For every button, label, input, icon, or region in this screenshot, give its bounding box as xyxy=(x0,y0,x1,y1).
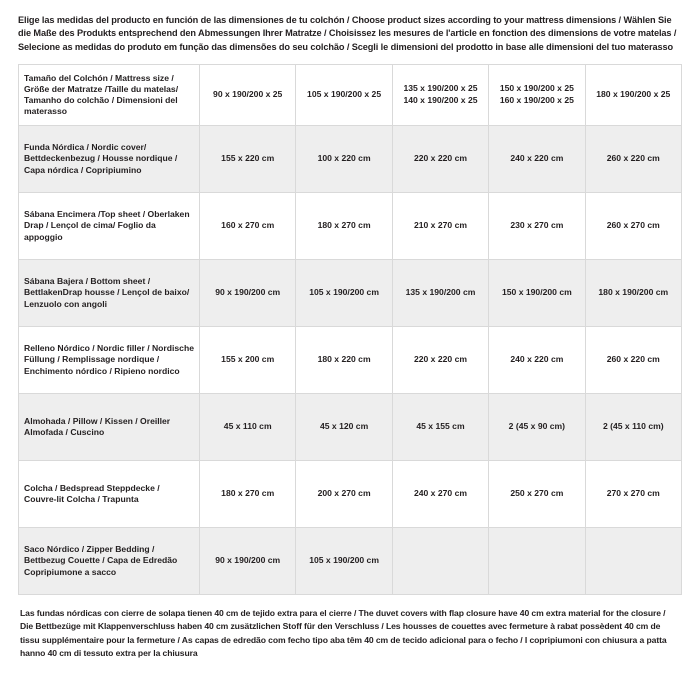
row-label: Funda Nórdica / Nordic cover/ Bettdeckenbezug / Housse nordique / Capa nórdica / Copripiumino xyxy=(19,126,200,193)
row-value: 240 x 270 cm xyxy=(392,461,488,528)
row-value: 260 x 220 cm xyxy=(585,126,681,193)
header-col-5 xyxy=(585,65,681,126)
row-value: 45 x 120 cm xyxy=(296,394,392,461)
table-row xyxy=(19,461,682,528)
footer-note: Las fundas nórdicas con cierre de solapa tienen 40 cm de tejido extra para el cierre / The duvet covers with flap closure have 40 cm extra material for the closure / Die Bettbezüge mit Klappenverschluss haben 40 cm zusätzlichen Stoff für den Verschluss / Les housses de couettes avec fermeture à rabat possèdent 40 cm de tissu supplémentaire pour la fermeture / As capas de edredão com fecho tipo aba têm 40 cm de tecido adicional para o fecho / I copripiumoni con chiusura a patta hanno 40 cm di tessuto extra per la chiusura xyxy=(20,608,667,658)
row-value: 155 x 220 cm xyxy=(200,126,296,193)
row-value: 150 x 190/200 cm xyxy=(489,260,585,327)
header-col-2-line-1: 105 x 190/200 x 25 xyxy=(307,89,382,100)
row-value: 260 x 220 cm xyxy=(585,327,681,394)
header-col-1-line-1: 90 x 190/200 x 25 xyxy=(213,89,283,100)
row-value: 100 x 220 cm xyxy=(296,126,392,193)
row-label: Almohada / Pillow / Kissen / Oreiller Almofada / Cuscino xyxy=(19,394,200,461)
row-value: 230 x 270 cm xyxy=(489,193,585,260)
row-value: 240 x 220 cm xyxy=(489,327,585,394)
header-col-4-line-2: 160 x 190/200 x 25 xyxy=(499,95,574,106)
row-value xyxy=(585,528,681,595)
row-label: Colcha / Bedspread Steppdecke / Couvre-lit Colcha / Trapunta xyxy=(19,461,200,528)
row-value: 180 x 190/200 cm xyxy=(585,260,681,327)
row-value: 90 x 190/200 cm xyxy=(200,528,296,595)
row-value: 180 x 270 cm xyxy=(200,461,296,528)
header-col-1 xyxy=(200,65,296,126)
row-label: Sábana Bajera / Bottom sheet / BettlakenDrap housse / Lençol de baixo/ Lenzuolo con angoli xyxy=(19,260,200,327)
mattress-size-table xyxy=(18,64,682,595)
table-body xyxy=(19,65,682,595)
row-value: 270 x 270 cm xyxy=(585,461,681,528)
row-value: 220 x 220 cm xyxy=(392,126,488,193)
row-value: 260 x 270 cm xyxy=(585,193,681,260)
row-value: 240 x 220 cm xyxy=(489,126,585,193)
row-value xyxy=(489,528,585,595)
row-value: 105 x 190/200 cm xyxy=(296,260,392,327)
row-value: 105 x 190/200 cm xyxy=(296,528,392,595)
row-value: 180 x 270 cm xyxy=(296,193,392,260)
header-col-2 xyxy=(296,65,392,126)
table-row xyxy=(19,327,682,394)
row-value: 2 (45 x 110 cm) xyxy=(585,394,681,461)
row-value: 250 x 270 cm xyxy=(489,461,585,528)
row-value xyxy=(392,528,488,595)
table-header-row xyxy=(19,65,682,126)
header-col-5-line-1: 180 x 190/200 x 25 xyxy=(596,89,671,100)
row-label: Sábana Encimera /Top sheet / Oberlaken Drap / Lençol de cima/ Foglio da appoggio xyxy=(19,193,200,260)
header-col-4-line-1: 150 x 190/200 x 25 xyxy=(499,83,574,94)
row-value: 2 (45 x 90 cm) xyxy=(489,394,585,461)
header-col-3 xyxy=(392,65,488,126)
row-value: 200 x 270 cm xyxy=(296,461,392,528)
row-value: 45 x 110 cm xyxy=(200,394,296,461)
header-note: Elige las medidas del producto en función de las dimensiones de tu colchón / Choose product sizes according to your mattress dimensions / Wählen Sie die Maße des Produkts entsprechend den Abmessungen Ihrer Matratze / Choisissez les mesures de l'article en fonction des dimensions de votre matelas / Selecione as medidas do produto em função das dimensões do seu colchão / Scegli le dimensioni del prodotto in base alle dimensioni del tuo materasso xyxy=(18,15,677,52)
row-value: 180 x 220 cm xyxy=(296,327,392,394)
row-label: Saco Nórdico / Zipper Bedding / Bettbezug Couette / Capa de Edredão Copripiumone a sacco xyxy=(19,528,200,595)
table-row xyxy=(19,260,682,327)
header-col-3-line-2: 140 x 190/200 x 25 xyxy=(403,95,478,106)
row-value: 135 x 190/200 cm xyxy=(392,260,488,327)
table-row xyxy=(19,193,682,260)
row-value: 210 x 270 cm xyxy=(392,193,488,260)
row-value: 160 x 270 cm xyxy=(200,193,296,260)
row-value: 90 x 190/200 cm xyxy=(200,260,296,327)
table-row xyxy=(19,394,682,461)
row-value: 155 x 200 cm xyxy=(200,327,296,394)
table-row xyxy=(19,528,682,595)
table-row xyxy=(19,126,682,193)
header-col-3-line-1: 135 x 190/200 x 25 xyxy=(403,83,478,94)
header-label-cell: Tamaño del Colchón / Mattress size / Größe der Matratze /Taille du matelas/ Tamanho do colchão / Dimensioni del materasso xyxy=(19,65,200,126)
row-value: 45 x 155 cm xyxy=(392,394,488,461)
header-col-4 xyxy=(489,65,585,126)
row-label: Relleno Nórdico / Nordic filler / Nordische Füllung / Remplissage nordique / Enchimento nórdico / Ripieno nordico xyxy=(19,327,200,394)
row-value: 220 x 220 cm xyxy=(392,327,488,394)
